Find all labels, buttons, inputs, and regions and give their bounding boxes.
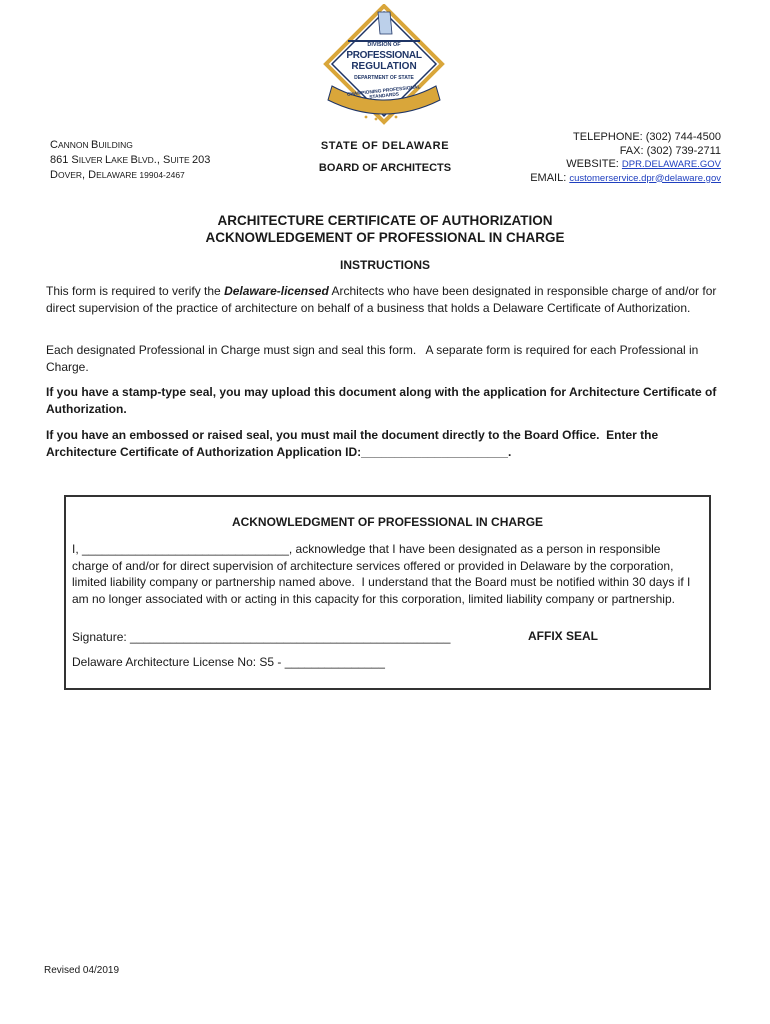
office-address (50, 138, 210, 183)
acknowledgment-heading: ACKNOWLEDGMENT OF PROFESSIONAL IN CHARGE (231, 515, 544, 529)
logo-sub-text: DEPARTMENT OF STATE (354, 75, 414, 81)
website-line: WEBSITE: DPR.DELAWARE.GOV (566, 158, 721, 170)
fax: FAX: (302) 739-2711 (619, 144, 721, 157)
acknowledgment-box (64, 495, 711, 690)
address-line-1: CANNON BUILDING (50, 139, 133, 151)
license-number-line[interactable]: Delaware Architecture License No: S5 - _______________ (72, 655, 385, 669)
board-heading: BOARD OF ARCHITECTS (318, 162, 452, 174)
instructions-paragraph-4: If you have an embossed or raised seal, you must mail the document directly to the Board Office. Enter the Architecture Certificate of Authorization Application ID:______________________. (46, 428, 662, 459)
email-link[interactable]: customerservice.dpr@delaware.gov (569, 172, 721, 184)
logo-top-text: DIVISION OF (367, 42, 401, 48)
logo-main-line1: PROFESSIONAL (346, 50, 422, 61)
telephone: TELEPHONE: (302) 744-4500 (573, 131, 721, 143)
signature-line[interactable]: Signature: ________________________________________________ (72, 630, 451, 644)
logo-ribbon-text: CHAMPIONING PROFESSIONAL STANDARDS (346, 85, 421, 101)
email-line: EMAIL: customerservice.dpr@delaware.gov (530, 171, 721, 184)
address-line-2: 861 SILVER LAKE BLVD., SUITE 203 (50, 154, 211, 166)
instructions-heading: INSTRUCTIONS (340, 258, 430, 272)
state-heading: STATE OF DELAWARE (320, 140, 450, 152)
acknowledgment-body: I, _______________________________, acknowledge that I have been designated as a person in responsible charge of and/or for direct supervision of architecture services offered or provided in Delaware by the corporation, limited liability company or partnership named above. I understand that the Board must be notified within 30 days if I am no longer associated with or acting in this capacity for this corporation, limited liability company or partnership. (72, 542, 694, 606)
contact-block (530, 131, 721, 185)
address-line-3: DOVER, DELAWARE 19904-2467 (50, 169, 185, 181)
revision-date: Revised 04/2019 (44, 965, 120, 976)
logo-main-line2: REGULATION (351, 61, 417, 72)
form-title-line-1: ARCHITECTURE CERTIFICATE OF AUTHORIZATION (217, 213, 553, 228)
delaware-licensed-emphasis: Delaware-licensed (224, 284, 329, 298)
instructions-paragraph-1: This form is required to verify the Delaware-licensed Architects who have been designated in responsible charge of and/or for direct supervision of the practice of architecture on behalf of a business that holds a Delaware Certificate of Authorization. (46, 284, 717, 315)
affix-seal-label: AFFIX SEAL (528, 629, 599, 643)
instructions-paragraph-2: Each designated Professional in Charge must sign and seal this form. A separate form is required for each Professional in Charge. (46, 343, 702, 374)
website-link[interactable]: DPR.DELAWARE.GOV (621, 159, 721, 170)
instructions-paragraph-3: If you have a stamp-type seal, you may upload this document along with the application for Architecture Certificate of Authorization. (46, 385, 717, 416)
form-title-line-2: ACKNOWLEDGEMENT OF PROFESSIONAL IN CHARGE (205, 230, 565, 245)
dpr-logo (318, 4, 450, 128)
